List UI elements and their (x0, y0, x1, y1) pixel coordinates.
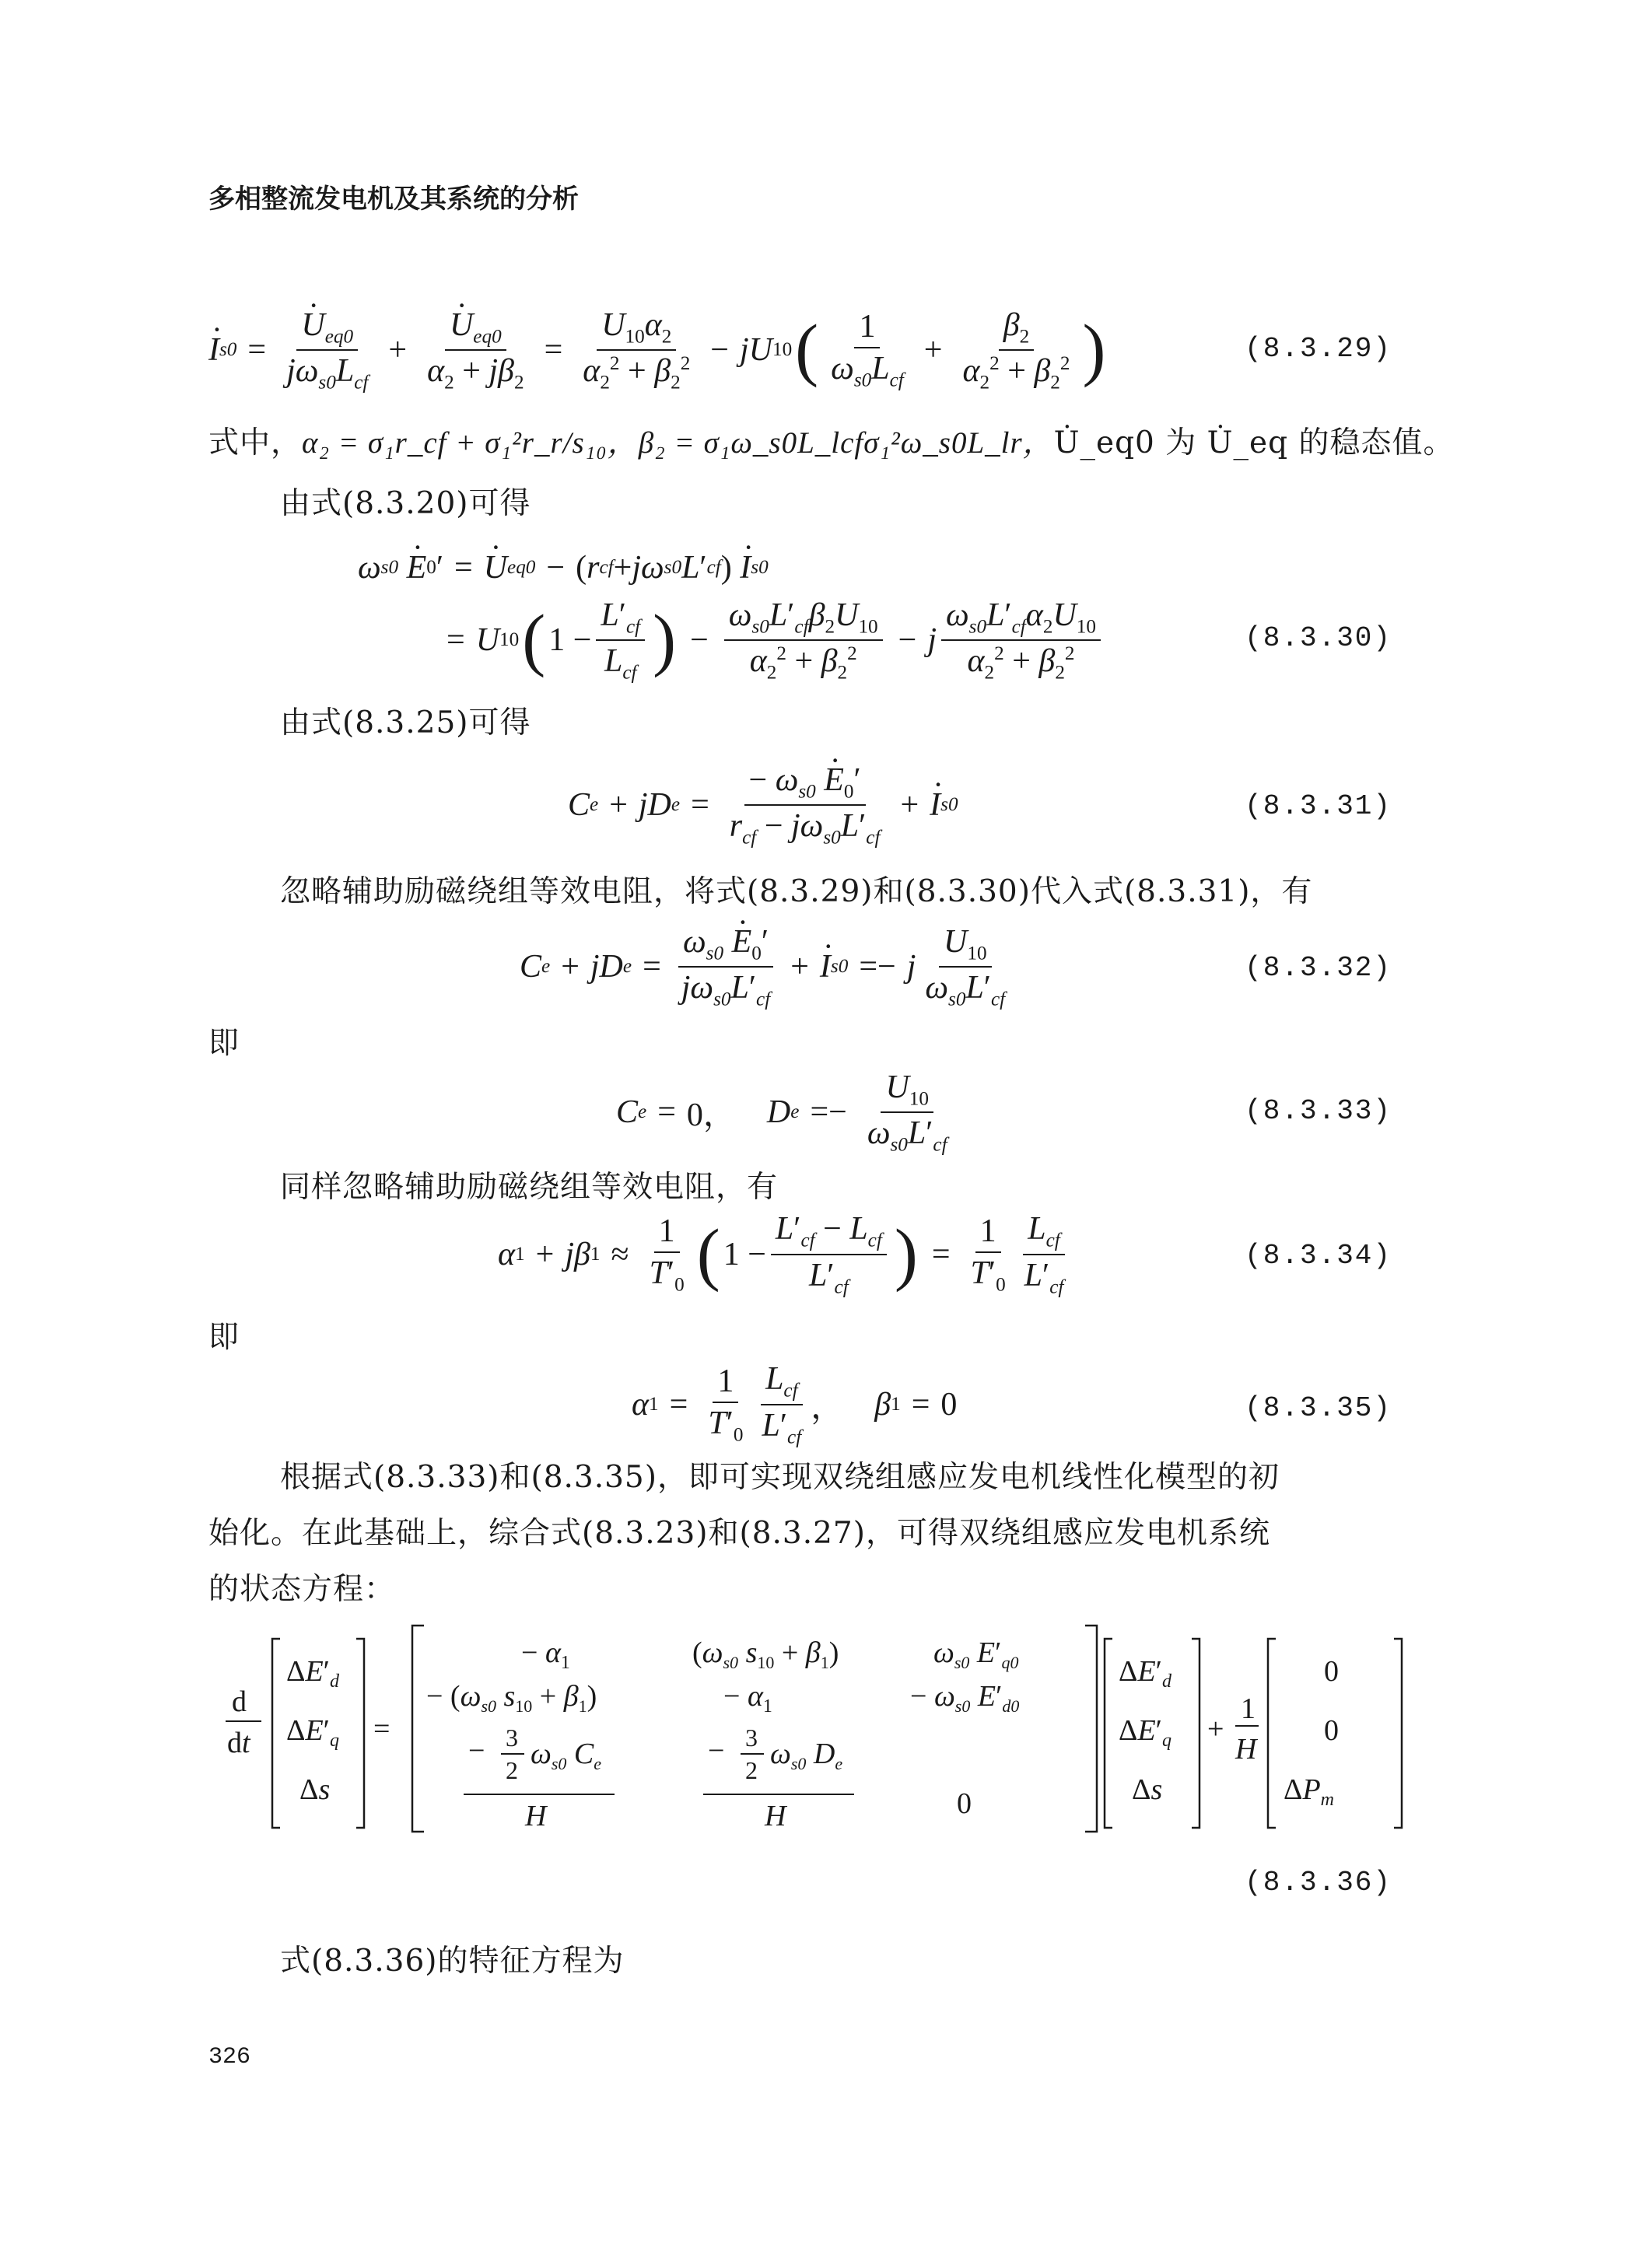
svg-text:Δs: Δs (1132, 1773, 1163, 1806)
paragraph: 由式(8.3.25)可得 (280, 705, 531, 740)
eq-number: (8.3.29) (1245, 333, 1392, 365)
eq-number: (8.3.35) (1245, 1392, 1392, 1424)
svg-text:ωs0 E′q0: $\omega_{s0}$ $E'_{q0}$ (933, 1636, 1019, 1672)
equation-8-3-29: · I s0 = · $\frac{U_{eq0}}{j\omega_{s0}L_{cf}}$ + · $\frac{U_{eq0}}{\alpha_2 + j\beta_2}$ = $\frac{U_{10}\alpha_2}{\alpha_2^2 + \beta_2^2}$ − jU 10 ( $\frac{1}{\omega_{s0}L_{cf}}$ + $\frac{\beta_2}{\alpha_2^2 + \beta_2^2}$ ) (208, 303, 1108, 397)
eq-number: (8.3.32) (1245, 952, 1392, 984)
svg-text:ΔE′q: $\Delta E'_q$ (1119, 1714, 1171, 1751)
equation-8-3-33: C e = 0， D e =− $\frac{U_{10}}{\omega_{s0}L'_{cf}}$ (616, 1069, 947, 1156)
svg-text:ΔE′d: $\Delta E'_d$ (286, 1655, 339, 1692)
eq-number: (8.3.31) (1245, 790, 1392, 822)
paragraph: 始化。在此基础上，综合式(8.3.23)和(8.3.27)，可得双绕组感应发电机系统 (208, 1516, 1270, 1551)
equation-8-3-32: C e + jD e = $\frac{\omega_{s0} \cdot E_0'}{j\omega_{s0}L'_{cf}}$ + · I s0 =− j $\frac{U_{10}}{\omega_{s0}L'_{cf}}$ (520, 920, 1014, 1013)
eq-number: (8.3.33) (1245, 1095, 1392, 1127)
svg-text:0: 0 (957, 1787, 972, 1820)
svg-text:ΔPm: $\Delta P_m$ (1284, 1773, 1334, 1810)
svg-text:dt: dt (227, 1727, 250, 1759)
svg-text:− α1: − $\alpha_1$ (521, 1636, 570, 1673)
equation-8-3-36 (226, 1622, 1408, 1836)
svg-text:(ωs0 s10 + β1): ($\omega_{s0}$ $s_{10} + \beta_1$) (692, 1636, 839, 1672)
paragraph (208, 418, 1454, 462)
paragraph: 即 (208, 1026, 240, 1061)
svg-text:ΔE′d: $\Delta E'_d$ (1119, 1655, 1171, 1692)
equation-8-3-31: C e + jD e = $\frac{- \omega_{s0} \cdot E_0'}{r_{cf} - j\omega_{s0}L'_{cf}}$ + · I s0 (568, 758, 958, 852)
paragraph: 式(8.3.36)的特征方程为 (280, 1944, 625, 1979)
svg-text:−: − (468, 1734, 485, 1767)
svg-text:+: + (1207, 1713, 1224, 1745)
eq-number: (8.3.30) (1245, 622, 1392, 654)
equation-8-3-35: α 1 = $\frac{1}{T'_0}$ $\frac{L_{cf}}{L'_{cf}}$ ， β 1 = 0 (632, 1361, 958, 1447)
running-header: 多相整流发电机及其系统的分析 (208, 184, 579, 215)
svg-text:H: H (1235, 1733, 1257, 1766)
svg-text:− (ωs0 s10 + β1): − ($\omega_{s0}$ $s_{10} + \beta_1$) (426, 1680, 597, 1716)
svg-text:Δs: Δs (299, 1773, 331, 1806)
svg-text:− α1: − $\alpha_1$ (723, 1680, 772, 1717)
equation-8-3-34: α 1 + jβ 1 ≈ $\frac{1}{T'_0}$ ( 1 − $\frac{L'_{cf} - L_{cf}}{L'_{cf}}$ ) = $\frac{1}{T'_0}$ $\frac{L_{cf}}{L'_{cf}}$ (498, 1211, 1064, 1297)
para-math: α₂ = σ₁r_cf + σ₁²r_r/s₁₀，β₂ = σ₁ω_s0L_lcfσ₁²ω_s0L_lr， (302, 426, 1054, 460)
svg-text:d: d (232, 1685, 247, 1718)
svg-text:−: − (708, 1734, 725, 1767)
svg-text:0: 0 (1324, 1655, 1339, 1688)
svg-text:H: H (525, 1800, 547, 1832)
para-text: U̇_eq0 为 U̇_eq 的稳态值。 (1053, 425, 1455, 460)
paragraph: 忽略辅助励磁绕组等效电阻，将式(8.3.29)和(8.3.30)代入式(8.3.31)，有 (280, 874, 1313, 909)
svg-text:1: 1 (1241, 1692, 1256, 1725)
svg-text:ωs0 Ce: $\omega_{s0}$ $C_e$ (531, 1738, 602, 1773)
para-text: 式中， (208, 425, 303, 460)
svg-text:0: 0 (1324, 1714, 1339, 1747)
svg-text:2: 2 (506, 1756, 518, 1784)
paragraph: 根据式(8.3.33)和(8.3.35)，即可实现双绕组感应发电机线性化模型的初 (280, 1460, 1280, 1495)
svg-text:3: 3 (745, 1724, 758, 1752)
svg-text:ωs0 De: $\omega_{s0}$ $D_e$ (770, 1738, 843, 1773)
svg-text:− ωs0 E′d0: − $\omega_{s0}$ $E'_{d0}$ (910, 1680, 1020, 1716)
paragraph: 的状态方程： (208, 1572, 396, 1607)
eq-number: (8.3.36) (1245, 1867, 1392, 1899)
svg-text:ΔE′q: $\Delta E'_q$ (286, 1714, 339, 1751)
svg-text:3: 3 (506, 1724, 518, 1752)
paragraph: 即 (208, 1320, 240, 1355)
paragraph: 由式(8.3.20)可得 (280, 486, 531, 521)
equation-8-3-30-line2: = U 10 ( 1 − $\frac{L'_{cf}}{L_{cf}}$ ) − $\frac{\omega_{s0}L'_{cf}\beta_2U_{10}}{\alpha_2^2 + \beta_2^2}$ − j $\frac{\omega_{s0}L'_{cf}\alpha_2U_{10}}{\alpha_2^2 + \beta_2^2}$ (436, 597, 1105, 683)
equation-8-3-30-line1: ω s0 · E 0 ′ = · U eq0 − ( r cf + jω s0 L ′ cf ) · I s0 (358, 541, 769, 595)
eq-number: (8.3.34) (1245, 1240, 1392, 1272)
svg-text:2: 2 (745, 1756, 758, 1784)
svg-text:H: H (765, 1800, 786, 1832)
paragraph: 同样忽略辅助励磁绕组等效电阻，有 (280, 1170, 779, 1205)
svg-text:=: = (373, 1713, 390, 1745)
page-number: 326 (208, 2044, 251, 2070)
